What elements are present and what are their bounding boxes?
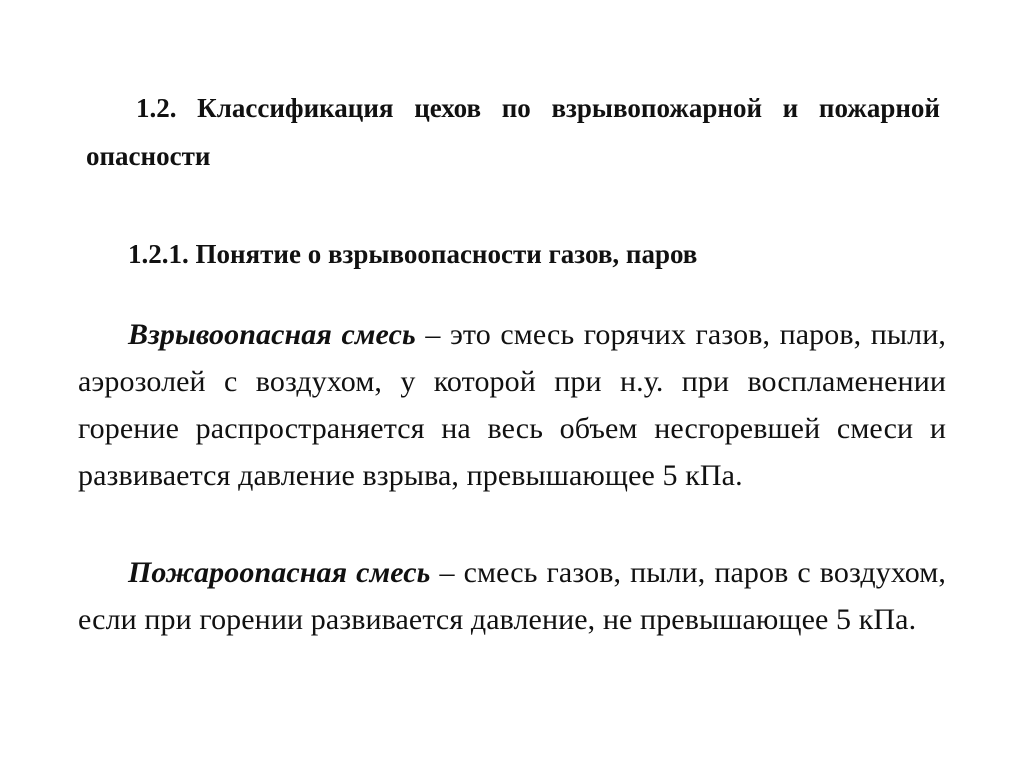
term-explosive-mixture: Взрывоопасная смесь <box>128 318 416 351</box>
term-fire-hazard-mixture: Пожароопасная смесь <box>128 556 431 589</box>
definition-text-explosive: – это смесь горячих газов, паров, пыли, аэрозолей с воздухом, у которой при н.у. при воспламенении горение распространяется на весь объем несгоревшей смеси и развивается давление взрыва, превышающее 5 кПа. <box>78 318 946 492</box>
definition-paragraph-fire-hazard <box>78 549 946 643</box>
definition-paragraph-explosive <box>78 311 946 499</box>
definition-text-fire-hazard: – смесь газов, пыли, паров с воздухом, если при горении развивается давление, не превышающее 5 кПа. <box>78 556 946 636</box>
subsection-title: 1.2.1. Понятие о взрывоопасности газов, паров <box>128 239 698 269</box>
section-title: 1.2. Классификация цехов по взрывопожарной и пожарной опасности <box>86 93 940 171</box>
